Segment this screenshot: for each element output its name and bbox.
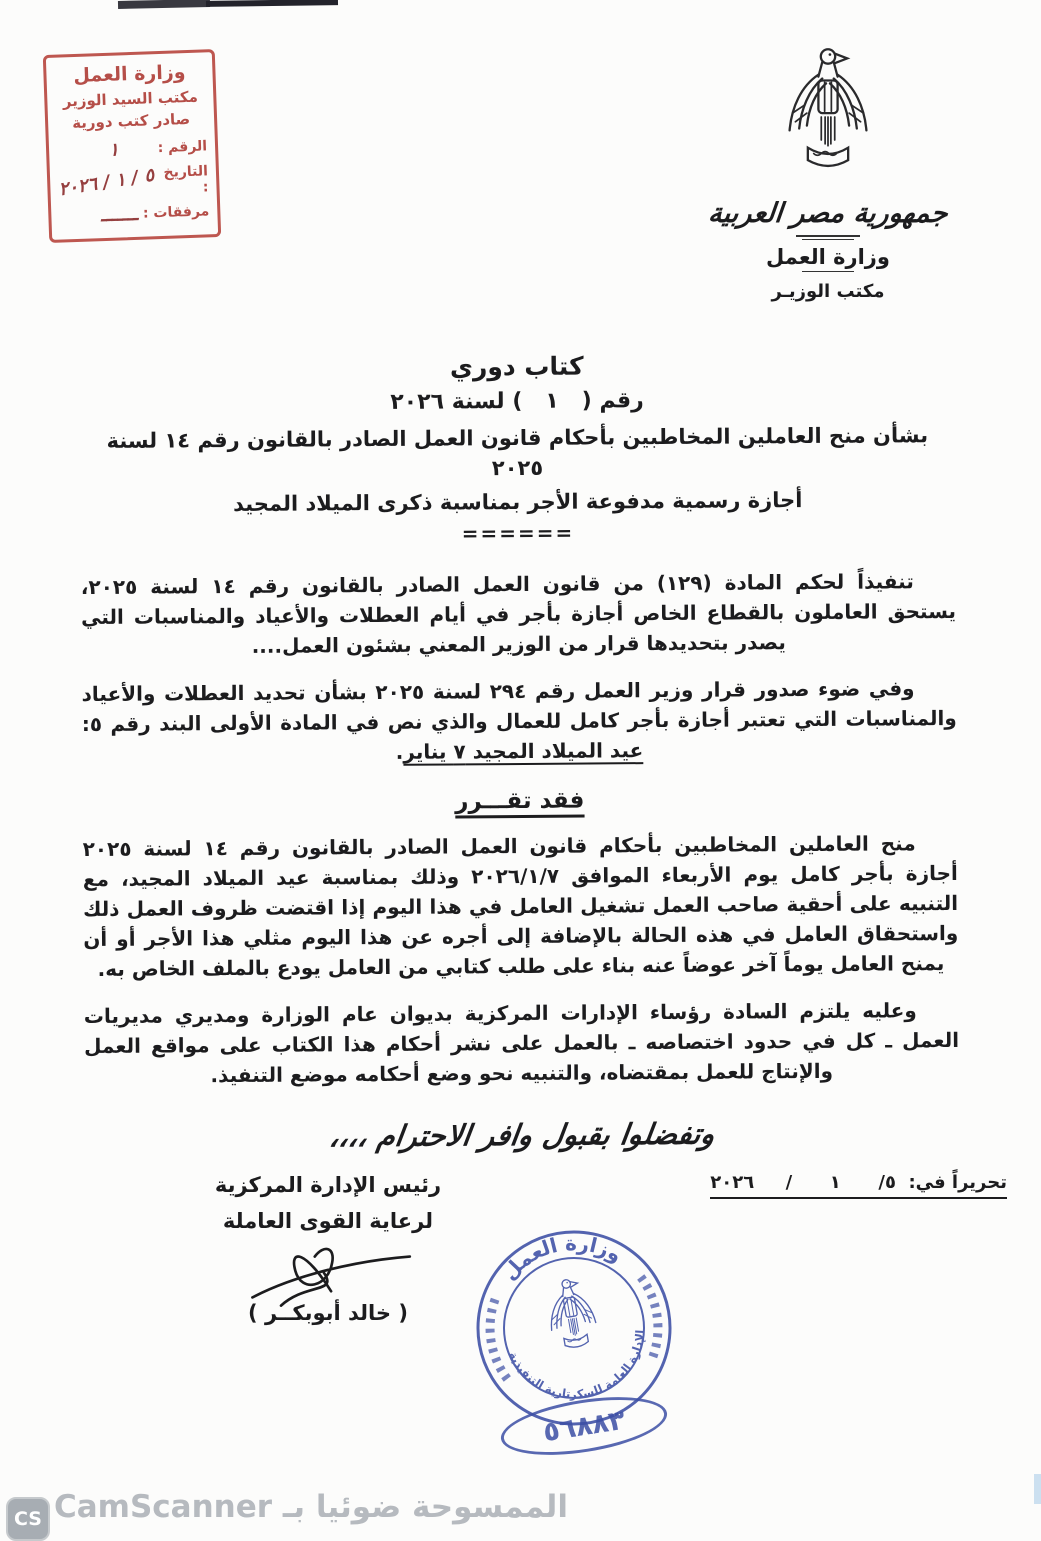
registry-number-label: الرقم : [157, 138, 208, 157]
subject-line-1: بشأن منح العاملين المخاطبين بأحكام قانون العمل الصادر بالقانون رقم ١٤ لسنة ٢٠٢٥ [106, 423, 929, 481]
letterhead-divider [796, 235, 860, 237]
decision-heading: فقد تقـــرر [455, 787, 585, 815]
registry-stamp-office: مكتب السيد الوزير [62, 87, 199, 111]
registry-stamp-date-row [58, 163, 209, 200]
paragraph-decree-reference [81, 673, 957, 769]
camscanner-logo [6, 1497, 50, 1541]
serial-number-value: ٥٦٨٨٣ [540, 1404, 628, 1448]
closing-salutation: وتفضلوا بقبول وافر الاحترام ،،،، [327, 1116, 718, 1154]
paragraph-legal-basis: تنفيذاً لحكم المادة (١٢٩) من قانون العمل الصادر بالقانون رقم ١٤ لسنة ٢٠٢٥، يستحق العاملون بالقطاع الخاص أجازة بأجر في أيام العطلات والأعياد والمناسبات التي يصدر بتحديدها قرار من الوزير المعني بشئون العمل.... [80, 569, 957, 659]
scan-artifact-bar [118, 0, 210, 9]
signature-title-line2: لرعاية القوى العاملة [222, 1208, 434, 1233]
seal-top-text: وزارة العمل [497, 1230, 627, 1285]
signature-block [158, 1168, 498, 1325]
registry-number-value: ١ [108, 139, 120, 161]
letterhead [693, 44, 963, 302]
issue-date-line: تحريراً في: ٥/ ١ / ٢٠٢٦ [710, 1172, 1007, 1199]
registry-stamp-number-row [57, 136, 208, 162]
signature-title-line1: رئيس الإدارة المركزية [214, 1173, 442, 1197]
scan-artifact-bar [206, 0, 338, 7]
registry-date-value: ٥ / ١ / ٢٠٢٦ [57, 164, 156, 201]
national-emblem-icon [780, 44, 876, 192]
letter-body [79, 349, 960, 1155]
paragraph-obligation: وعليه يلتزم السادة رؤساء الإدارات المركزية بديوان عام الوزارة ومديري مديريات العمل ـ كل في حدود اختصاصه ـ بالعمل على نشر أحكام هذا الكتاب على مواقع العمل والإنتاج للعمل بمقتضاه، والتنبيه نحو وضع أحكامه موضع التنفيذ. [83, 998, 960, 1088]
signatory-name: ( خالد أبوبكــر ) [248, 1301, 408, 1326]
paragraph-decision: منح العاملين المخاطبين بأحكام قانون العمل الصادر بالقانون رقم ١٤ لسنة ٢٠٢٥ أجازة بأجر كامل يوم الأربعاء الموافق ٢٠٢٦/١/٧ وذلك بمناسبة عيد الميلاد المجيد، مع التنبيه على أحقية صاحب العمل تشغيل العامل في هذا اليوم إذا اقتضت ظروف العمل ذلك واستحقاق العامل في هذه الحالة بالإضافة إلى أجره عن هذا اليوم مثلي هذا الأجر أو أن يمنح العامل يوماً آخر عوضاً عنه بناء على طلب كتابي من العامل يودع بالملف الخاص به. [82, 831, 959, 982]
registry-stamp [43, 49, 221, 243]
letterhead-country: جمهورية مصر العربية [706, 198, 950, 229]
paragraph-decree-period: . [395, 740, 404, 765]
seal-eagle-icon [543, 1276, 599, 1351]
camscanner-watermark-text: الممسوحة ضوئيا بـ CamScanner [54, 1489, 568, 1525]
separator-dashes: ====== [461, 520, 575, 546]
scan-edge-artifact [1034, 1474, 1041, 1504]
paragraph-decree-text: وفي ضوء صدور قرار وزير العمل رقم ٢٩٤ لسنة ٢٠٢٥ بشأن تحديد العطلات والأعياد والمناسبات التي تعتبر أجازة بأجر كامل للعمال والذي نص في المادة الأولى البند رقم ٥: [81, 676, 957, 737]
registry-stamp-ministry: وزارة العمل [73, 61, 186, 87]
letterhead-divider [802, 239, 854, 240]
seal-bottom-text: الإدارة العامة للسكرتارية التنفيذية [506, 1329, 647, 1402]
letterhead-office: مكتب الوزيـر [771, 281, 885, 302]
camscanner-logo-letters: CS [14, 1508, 42, 1530]
letterhead-ministry: وزارة العمل [766, 245, 890, 269]
holiday-name-underlined: عيد الميلاد المجيد ٧ يناير [403, 738, 644, 765]
registry-attachments-label: مرفقات : [142, 203, 210, 222]
signature-scribble [226, 1232, 426, 1324]
subject-line-2: أجازة رسمية مدفوعة الأجر بمناسبة ذكرى الميلاد المجيد [233, 487, 803, 516]
letterhead-divider [802, 271, 854, 272]
doc-type-title: كتاب دوري [449, 351, 584, 382]
doc-number: رقم ( ١ ) لسنة ٢٠٢٦ [390, 388, 644, 415]
registry-attachments-value: ـــــــ [100, 203, 139, 226]
registry-stamp-attachments-row [59, 201, 210, 227]
registry-stamp-type: صادر كتب دورية [71, 110, 191, 133]
registry-date-label: التاريخ : [163, 163, 209, 196]
